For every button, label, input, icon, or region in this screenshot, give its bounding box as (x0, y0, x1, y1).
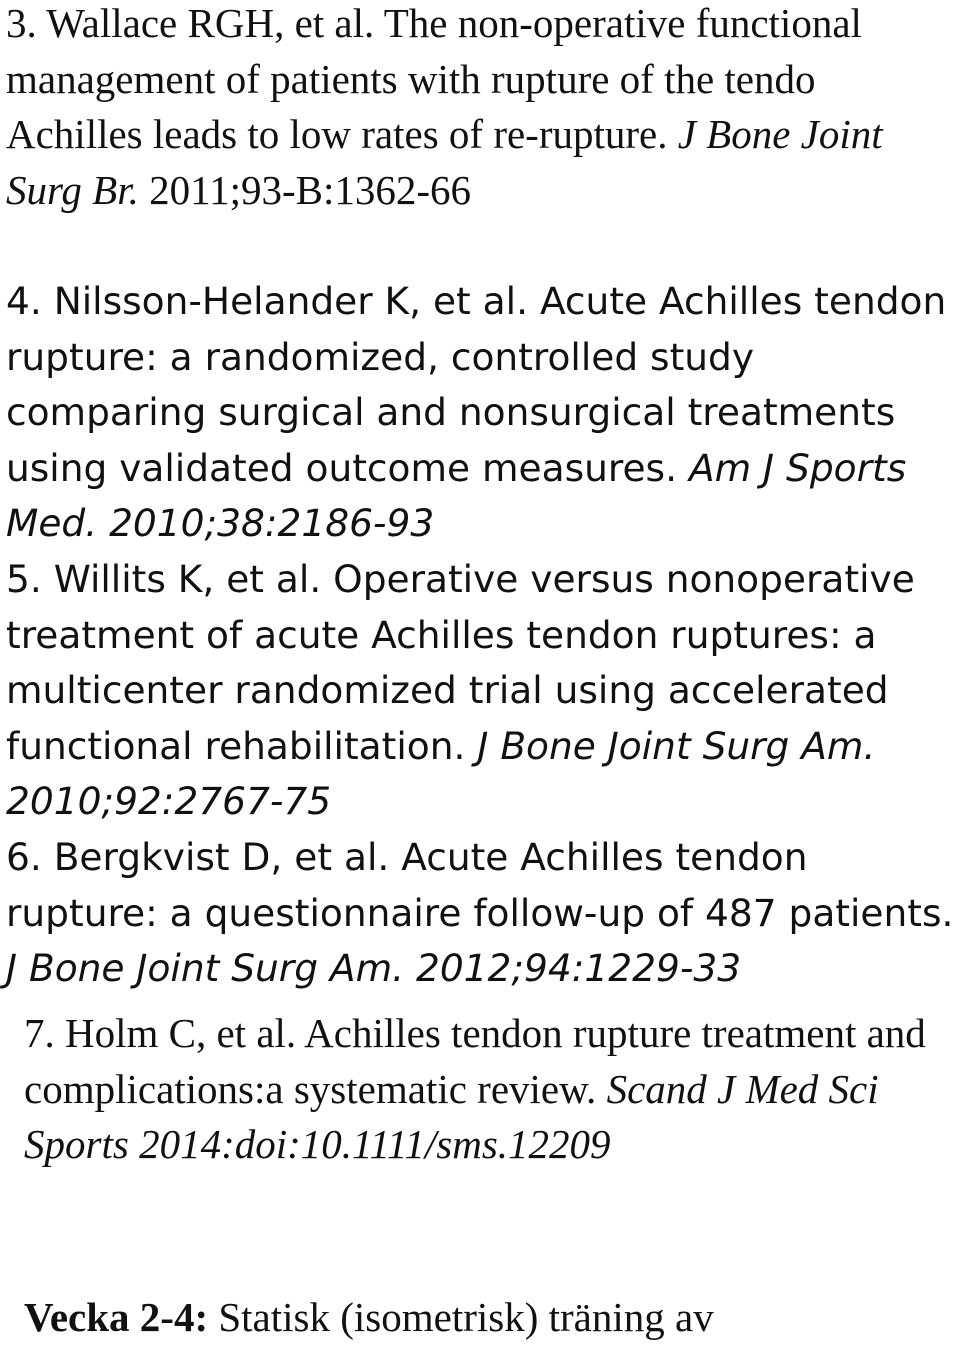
reference-title: Operative versus nonoperative treatment of acute Achilles tendon ruptures: a multicenter randomized trial using accelerated functional rehabilitation. (6, 557, 915, 768)
reference-number: 7. (24, 1010, 55, 1056)
reference-citation: 2014:doi:10.1111/sms.12209 (139, 1121, 611, 1167)
reference-citation: 2010;38:2186-93 (109, 501, 435, 545)
reference-journal: J Bone Joint Surg Am. (477, 723, 876, 768)
reference-5 (6, 552, 956, 830)
reference-number: 4. (6, 279, 42, 323)
reference-authors: Willits K, et al. (53, 557, 322, 601)
reference-number: 5. (6, 557, 42, 601)
reference-4 (6, 274, 956, 552)
reference-title: Acute Achilles tendon rupture: a questionnaire follow-up of 487 patients. (6, 835, 954, 935)
reference-authors: Nilsson-Helander K, et al. (53, 279, 529, 323)
reference-7 (24, 1006, 956, 1173)
reference-title: The non-operative functional management of patients with rupture of the tendo Achilles leads to low rates of re-rupture. (6, 0, 862, 157)
reference-number: 3. (6, 0, 37, 46)
reference-journal: J Bone Joint Surg Br. (6, 111, 883, 213)
reference-authors: Bergkvist D, et al. (53, 835, 390, 879)
reference-authors: Holm C, et al. (65, 1010, 297, 1056)
reference-3 (6, 0, 956, 218)
week-text: Statisk (isometrisk) träning av (218, 1294, 714, 1340)
reference-title: Acute Achilles tendon rupture: a randomized, controlled study comparing surgical and nonsurgical treatments using validated outcome measures. (6, 279, 947, 490)
reference-citation: 2011;93-B:1362-66 (149, 166, 472, 213)
reference-journal: Scand J Med Sci Sports (24, 1065, 879, 1167)
reference-number: 6. (6, 835, 42, 879)
reference-citation: 2010;92:2767-75 (6, 779, 332, 823)
reference-journal: J Bone Joint Surg Am. (6, 946, 405, 990)
reference-journal: Am J Sports Med. (6, 445, 907, 545)
reference-authors: Wallace RGH, et al. (46, 0, 375, 46)
week-label: Vecka 2-4: (24, 1294, 209, 1340)
reference-title: Achilles tendon rupture treatment and complications:a systematic review. (24, 1010, 926, 1112)
week-section (24, 1290, 956, 1345)
reference-citation: 2012;94:1229-33 (415, 946, 742, 990)
reference-6 (6, 830, 956, 997)
